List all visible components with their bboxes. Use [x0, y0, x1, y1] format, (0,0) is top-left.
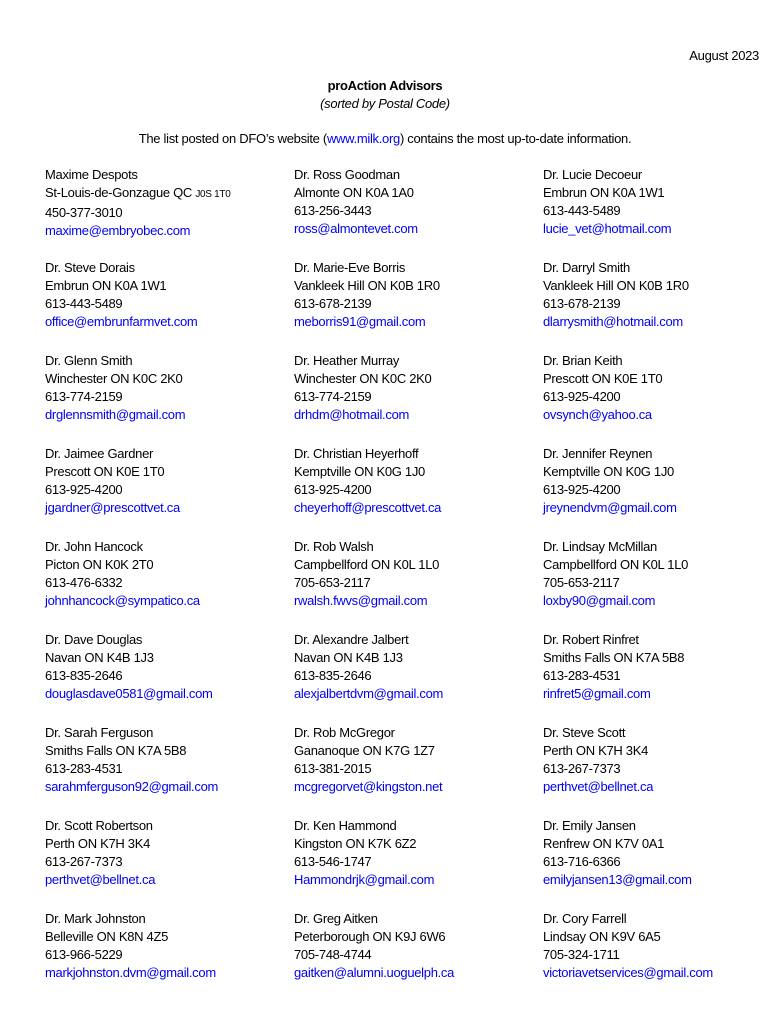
advisor-phone: 613-678-2139 [543, 296, 621, 311]
advisor-grid [45, 166, 765, 1003]
advisor-postal: K0A 1W1 [612, 185, 665, 200]
advisor-name: Dr. Jaimee Gardner [45, 446, 154, 461]
advisor-city: Prescott ON [45, 464, 113, 479]
advisor-row [45, 259, 765, 352]
advisor-email-link[interactable]: ross@almontevet.com [294, 221, 418, 236]
advisor-email-link[interactable]: office@embrunfarmvet.com [45, 314, 198, 329]
advisor-phone: 450-377-3010 [45, 205, 123, 220]
advisor-postal: K7K 6Z2 [367, 836, 417, 851]
advisor-card [45, 817, 294, 910]
advisor-city: Renfrew ON [543, 836, 612, 851]
advisor-city: Gananoque ON [294, 743, 382, 758]
advisor-name: Dr. Sarah Ferguson [45, 725, 154, 740]
advisor-city: Campbellford ON [294, 557, 390, 572]
advisor-location [543, 277, 770, 295]
advisor-location [294, 277, 543, 295]
advisor-location [543, 184, 770, 202]
advisor-card [543, 724, 770, 817]
advisor-city: Navan ON [45, 650, 104, 665]
advisor-location [45, 835, 294, 853]
advisor-email-link[interactable]: jgardner@prescottvet.ca [45, 500, 180, 515]
advisor-city: Picton ON [45, 557, 102, 572]
advisor-location [45, 556, 294, 574]
advisor-row [45, 724, 765, 817]
advisor-email-link[interactable]: gaitken@alumni.uoguelph.ca [294, 965, 455, 980]
advisor-email-link[interactable]: drhdm@hotmail.com [294, 407, 410, 422]
advisor-location [45, 184, 294, 204]
advisor-name: Dr. Steve Scott [543, 725, 626, 740]
advisor-email-link[interactable]: cheyerhoff@prescottvet.ca [294, 500, 442, 515]
advisor-location [294, 370, 543, 388]
advisor-phone: 613-267-7373 [543, 761, 621, 776]
advisor-email-link[interactable]: ovsynch@yahoo.ca [543, 407, 652, 422]
advisor-phone: 613-835-2646 [45, 668, 123, 683]
advisor-card [294, 631, 543, 724]
advisor-card [294, 538, 543, 631]
advisor-email-link[interactable]: perthvet@bellnet.ca [543, 779, 654, 794]
advisor-location [294, 556, 543, 574]
advisor-location [543, 556, 770, 574]
advisor-location [543, 835, 770, 853]
advisor-city: Kemptville ON [543, 464, 623, 479]
advisor-phone: 613-283-4531 [543, 668, 621, 683]
advisor-phone: 613-925-4200 [543, 482, 621, 497]
advisor-location [294, 649, 543, 667]
advisor-postal: K0A 1W1 [114, 278, 167, 293]
advisor-postal: J0S 1T0 [195, 189, 231, 200]
advisor-phone: 613-835-2646 [294, 668, 372, 683]
advisor-email-link[interactable]: maxime@embryobec.com [45, 223, 191, 238]
advisor-postal: K7H 3K4 [100, 836, 151, 851]
advisor-city: Belleville ON [45, 929, 116, 944]
advisor-email-link[interactable]: drglennsmith@gmail.com [45, 407, 186, 422]
advisor-name: Dr. Steve Dorais [45, 260, 135, 275]
advisor-name: Dr. Greg Aitken [294, 911, 378, 926]
advisor-phone: 613-774-2159 [294, 389, 372, 404]
advisor-email-link[interactable]: Hammondrjk@gmail.com [294, 872, 435, 887]
advisor-city: Prescott ON [543, 371, 611, 386]
advisor-name: Dr. John Hancock [45, 539, 143, 554]
advisor-name: Dr. Ken Hammond [294, 818, 397, 833]
advisor-city: Winchester ON [294, 371, 379, 386]
advisor-row [45, 166, 765, 259]
advisor-row [45, 817, 765, 910]
advisor-location [543, 928, 770, 946]
advisor-card [45, 259, 294, 352]
advisor-city: Almonte ON [294, 185, 362, 200]
advisor-city: Vankleek Hill ON [294, 278, 387, 293]
advisor-name: Dr. Brian Keith [543, 353, 623, 368]
advisor-city: Lindsay ON [543, 929, 608, 944]
advisor-row [45, 352, 765, 445]
advisor-city: Embrun ON [543, 185, 609, 200]
advisor-email-link[interactable]: jreynendvm@gmail.com [543, 500, 677, 515]
advisor-city: Kingston ON [294, 836, 365, 851]
advisor-city: Peterborough ON [294, 929, 392, 944]
advisor-card [294, 259, 543, 352]
advisor-card [543, 631, 770, 724]
advisor-name: Dr. Cory Farrell [543, 911, 627, 926]
advisor-row [45, 631, 765, 724]
advisor-name: Dr. Darryl Smith [543, 260, 630, 275]
advisor-card [543, 166, 770, 259]
advisor-location [543, 649, 770, 667]
advisor-location [543, 463, 770, 481]
advisor-postal: K0L 1L0 [393, 557, 440, 572]
advisor-location [294, 835, 543, 853]
advisor-name: Dr. Emily Jansen [543, 818, 636, 833]
advisor-city: Smiths Falls ON [45, 743, 135, 758]
advisor-location [294, 928, 543, 946]
advisor-name: Dr. Mark Johnston [45, 911, 146, 926]
advisor-card [45, 631, 294, 724]
advisor-email-link[interactable]: johnhancock@sympatico.ca [45, 593, 200, 608]
advisor-location [45, 463, 294, 481]
advisor-card [294, 352, 543, 445]
advisor-phone: 613-716-6366 [543, 854, 621, 869]
advisor-phone: 613-925-4200 [294, 482, 372, 497]
advisor-email-link[interactable]: dlarrysmith@hotmail.com [543, 314, 683, 329]
advisor-location [543, 742, 770, 760]
advisor-city: Perth ON [45, 836, 97, 851]
advisor-postal: K7G 1Z7 [384, 743, 435, 758]
advisor-city: Vankleek Hill ON [543, 278, 636, 293]
advisor-name: Dr. Marie-Eve Borris [294, 260, 406, 275]
advisor-name: Dr. Robert Rinfret [543, 632, 639, 647]
notice-text [0, 131, 770, 146]
advisor-name: Dr. Heather Murray [294, 353, 400, 368]
advisor-name: Dr. Jennifer Reynen [543, 446, 653, 461]
advisor-postal: K0E 1T0 [613, 371, 663, 386]
advisor-email-link[interactable]: douglasdave0581@gmail.com [45, 686, 213, 701]
advisor-phone: 613-267-7373 [45, 854, 123, 869]
advisor-email-link[interactable]: mcgregorvet@kingston.net [294, 779, 443, 794]
advisor-postal: K7A 5B8 [635, 650, 685, 665]
date-label: August 2023 [689, 48, 759, 63]
advisor-name: Dr. Alexandre Jalbert [294, 632, 409, 647]
advisor-phone: 705-653-2117 [294, 575, 371, 590]
advisor-email-link[interactable]: sarahmferguson92@gmail.com [45, 779, 219, 794]
advisor-postal: K0G 1J0 [625, 464, 674, 479]
advisor-name: Dr. Christian Heyerhoff [294, 446, 419, 461]
advisor-card [543, 538, 770, 631]
advisor-city: Kemptville ON [294, 464, 374, 479]
advisor-postal: K7V 0A1 [614, 836, 665, 851]
advisor-postal: K7A 5B8 [137, 743, 187, 758]
advisor-location [294, 463, 543, 481]
advisor-card [294, 724, 543, 817]
advisor-city: Winchester ON [45, 371, 130, 386]
advisor-phone: 613-925-4200 [543, 389, 621, 404]
advisor-city: Smiths Falls ON [543, 650, 633, 665]
advisor-city: St-Louis-de-Gonzague QC [45, 185, 193, 200]
advisor-card [45, 538, 294, 631]
advisor-location [294, 184, 543, 202]
advisor-email-link[interactable]: rwalsh.fwvs@gmail.com [294, 593, 428, 608]
advisor-email-link[interactable]: emilyjansen13@gmail.com [543, 872, 692, 887]
advisor-city: Campbellford ON [543, 557, 639, 572]
advisor-name: Dr. Ross Goodman [294, 167, 400, 182]
advisor-postal: K0E 1T0 [115, 464, 165, 479]
page-title: proAction Advisors [327, 78, 443, 93]
advisor-city: Embrun ON [45, 278, 111, 293]
advisor-phone: 613-476-6332 [45, 575, 123, 590]
advisor-postal: K0B 1R0 [389, 278, 440, 293]
advisor-card [45, 910, 294, 1003]
advisor-card [294, 910, 543, 1003]
advisor-postal: K0L 1L0 [642, 557, 689, 572]
advisor-location [294, 742, 543, 760]
advisor-location [45, 649, 294, 667]
advisor-email-link[interactable]: rinfret5@gmail.com [543, 686, 651, 701]
advisor-card [543, 445, 770, 538]
advisor-email-link[interactable]: alexjalbertdvm@gmail.com [294, 686, 444, 701]
notice-text-after: ) contains the most up-to-date information. [399, 131, 632, 146]
advisor-postal: K4B 1J3 [106, 650, 154, 665]
advisor-name: Maxime Despots [45, 167, 138, 182]
advisor-location [45, 370, 294, 388]
advisor-phone: 613-443-5489 [543, 203, 621, 218]
advisor-postal: K9V 6A5 [611, 929, 661, 944]
advisor-phone: 613-443-5489 [45, 296, 123, 311]
advisor-postal: K0C 2K0 [132, 371, 183, 386]
advisor-card [543, 259, 770, 352]
advisor-phone: 613-678-2139 [294, 296, 372, 311]
advisor-row [45, 538, 765, 631]
advisor-card [45, 724, 294, 817]
advisor-card [45, 166, 294, 259]
advisor-card [543, 352, 770, 445]
advisor-phone: 613-283-4531 [45, 761, 123, 776]
advisor-email-link[interactable]: lucie_vet@hotmail.com [543, 221, 672, 236]
advisor-location [45, 742, 294, 760]
advisor-postal: K0K 2T0 [104, 557, 154, 572]
advisor-email-link[interactable]: perthvet@bellnet.ca [45, 872, 156, 887]
advisor-card [294, 166, 543, 259]
advisor-card [45, 445, 294, 538]
advisor-postal: K0G 1J0 [376, 464, 425, 479]
advisor-postal: K0C 2K0 [381, 371, 432, 386]
advisor-location [45, 928, 294, 946]
advisor-postal: K7H 3K4 [598, 743, 649, 758]
advisor-postal: K0A 1A0 [365, 185, 414, 200]
advisor-postal: K9J 6W6 [394, 929, 446, 944]
advisor-postal: K0B 1R0 [638, 278, 689, 293]
advisor-postal: K4B 1J3 [355, 650, 403, 665]
advisor-card [543, 910, 770, 1003]
advisor-phone: 705-324-1711 [543, 947, 620, 962]
advisor-phone: 705-653-2117 [543, 575, 620, 590]
advisor-name: Dr. Lucie Decoeur [543, 167, 642, 182]
advisor-postal: K8N 4Z5 [118, 929, 169, 944]
advisor-card [294, 817, 543, 910]
advisor-card [45, 352, 294, 445]
advisor-name: Dr. Lindsay McMillan [543, 539, 657, 554]
website-link[interactable]: www.milk.org [326, 131, 400, 146]
advisor-row [45, 910, 765, 1003]
advisor-name: Dr. Glenn Smith [45, 353, 133, 368]
advisor-phone: 613-381-2015 [294, 761, 372, 776]
advisor-email-link[interactable]: meborris91@gmail.com [294, 314, 426, 329]
advisor-card [294, 445, 543, 538]
advisor-phone: 613-546-1747 [294, 854, 372, 869]
advisor-location [543, 370, 770, 388]
advisor-phone: 613-256-3443 [294, 203, 372, 218]
advisor-email-link[interactable]: loxby90@gmail.com [543, 593, 656, 608]
advisor-email-link[interactable]: markjohnston.dvm@gmail.com [45, 965, 216, 980]
advisor-name: Dr. Rob McGregor [294, 725, 395, 740]
advisor-email-link[interactable]: victoriavetservices@gmail.com [543, 965, 713, 980]
advisor-name: Dr. Rob Walsh [294, 539, 374, 554]
notice-text-before: The list posted on DFO’s website ( [138, 131, 327, 146]
page-subtitle: (sorted by Postal Code) [320, 96, 450, 111]
advisor-name: Dr. Dave Douglas [45, 632, 143, 647]
advisor-city: Navan ON [294, 650, 353, 665]
advisor-row [45, 445, 765, 538]
advisor-location [45, 277, 294, 295]
advisor-phone: 613-925-4200 [45, 482, 123, 497]
advisor-city: Perth ON [543, 743, 595, 758]
advisor-phone: 613-774-2159 [45, 389, 123, 404]
advisor-card [543, 817, 770, 910]
advisor-phone: 613-966-5229 [45, 947, 123, 962]
advisor-name: Dr. Scott Robertson [45, 818, 153, 833]
advisor-phone: 705-748-4744 [294, 947, 372, 962]
